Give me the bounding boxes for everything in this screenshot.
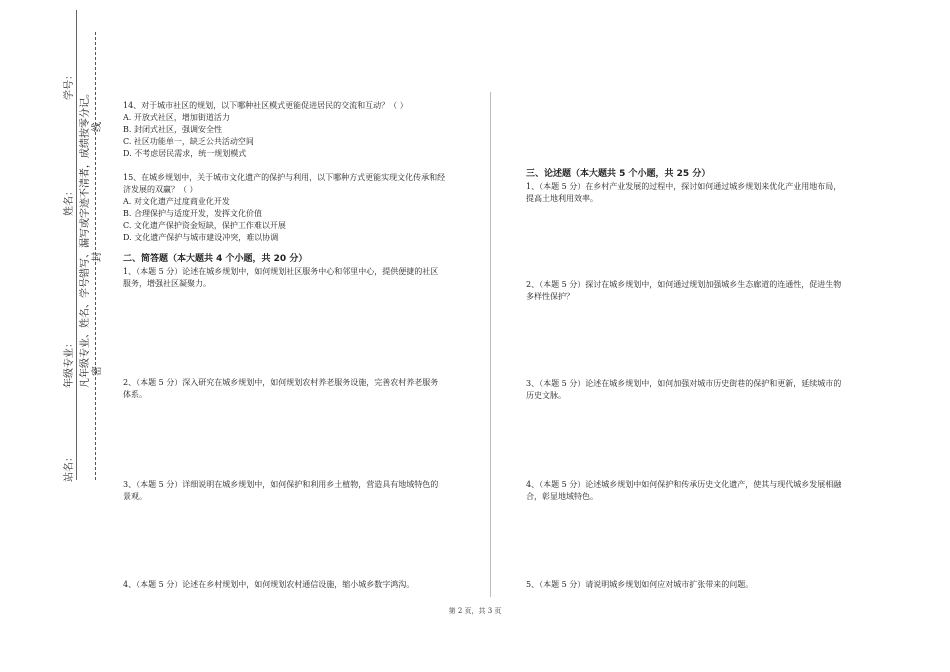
binding-outer-line (76, 10, 77, 480)
question-14-option-a: A. 开放式社区，增加街道活力 (123, 113, 230, 122)
label-xuehao: 学号： (64, 70, 75, 100)
essay-question-5: 5、（本题 5 分）请说明城乡规划如何应对城市扩张带来的问题。 (526, 580, 754, 589)
short-question-3-line2: 景观。 (123, 492, 147, 501)
section-2-title: 二、简答题（本大题共 4 个小题，共 20 分） (123, 254, 308, 264)
essay-question-1-line1: 1、（本题 5 分）在乡村产业发展的过程中，探讨如何通过城乡规划来优化产业用地布局， (526, 182, 842, 191)
question-15-option-b: B. 合理保护与适度开发，发挥文化价值 (123, 209, 262, 218)
short-question-3-line1: 3、（本题 5 分）详细说明在城乡规划中，如何保护和利用乡土植物，营造具有地域特色的 (123, 480, 439, 489)
binding-dashed-line (95, 32, 96, 480)
essay-question-4-line1: 4、（本题 5 分）论述城乡规划中如何保护和传承历史文化遗产，使其与现代城乡发展相融 (526, 480, 842, 489)
question-15-stem-line1: 15、在城乡规划中，关于城市文化遗产的保护与利用，以下哪种方式更能实现文化传承和经 (123, 173, 446, 182)
seal-xian: 线 (92, 122, 103, 132)
label-xingming: 姓名： (64, 186, 75, 216)
short-question-1-line2: 服务，增强社区凝聚力。 (123, 279, 211, 288)
question-15-option-c: C. 文化遗产保护资金短缺，保护工作难以开展 (123, 221, 286, 230)
essay-question-2-line1: 2、（本题 5 分）探讨在城乡规划中，如何通过规划加强城乡生态廊道的连通性，促进生物 (526, 280, 842, 289)
essay-question-4-line2: 合，彰显地域特色。 (526, 492, 598, 501)
question-14-option-b: B. 封闭式社区，强调安全性 (123, 125, 222, 134)
page-footer: 第 2 页，共 3 页 (448, 607, 502, 615)
question-15-stem-line2: 济发展的双赢？（ ） (123, 185, 198, 194)
seal-mi: 密 (92, 366, 103, 376)
column-divider (490, 92, 491, 597)
short-question-1-line1: 1、（本题 5 分）论述在城乡规划中，如何规划社区服务中心和邻里中心，提供便捷的社区 (123, 267, 439, 276)
question-15-option-d: D. 文化遗产保护与城市建设冲突，难以协调 (123, 233, 279, 242)
seal-feng: 封 (92, 252, 103, 262)
question-14-option-d: D. 不考虑居民需求，统一规划模式 (123, 149, 247, 158)
short-question-2-line2: 体系。 (123, 390, 147, 399)
section-3-title: 三、论述题（本大题共 5 个小题，共 25 分） (526, 169, 711, 179)
question-15-option-a: A. 对文化遗产过度商业化开发 (123, 197, 230, 206)
label-nianji: 年级专业： (64, 338, 75, 388)
left-column (123, 100, 468, 290)
binding-warning: 凡年级专业、姓名、学号错写、漏写或字迹不清者，成绩按零分记。 (80, 88, 91, 388)
label-zhanming: 站名： (64, 452, 75, 482)
essay-question-2-line2: 多样性保护？ (526, 292, 574, 301)
essay-question-3-line1: 3、（本题 5 分）论述在城乡规划中，如何加强对城市历史街巷的保护和更新，延续城市的 (526, 379, 842, 388)
binding-margin (0, 0, 110, 672)
question-14-option-c: C. 社区功能单一，缺乏公共活动空间 (123, 137, 254, 146)
question-14-stem: 14、对于城市社区的规划，以下哪种社区模式更能促进居民的交流和互动？（ ） (123, 101, 408, 110)
essay-question-3-line2: 历史文脉。 (526, 391, 566, 400)
short-question-2-line1: 2、（本题 5 分）深入研究在城乡规划中，如何规划农村养老服务设施，完善农村养老服务 (123, 378, 439, 387)
short-question-4: 4、（本题 5 分）论述在乡村规划中，如何规划农村通信设施，缩小城乡数字鸿沟。 (123, 580, 415, 589)
essay-question-1-line2: 提高土地利用效率。 (526, 194, 598, 203)
